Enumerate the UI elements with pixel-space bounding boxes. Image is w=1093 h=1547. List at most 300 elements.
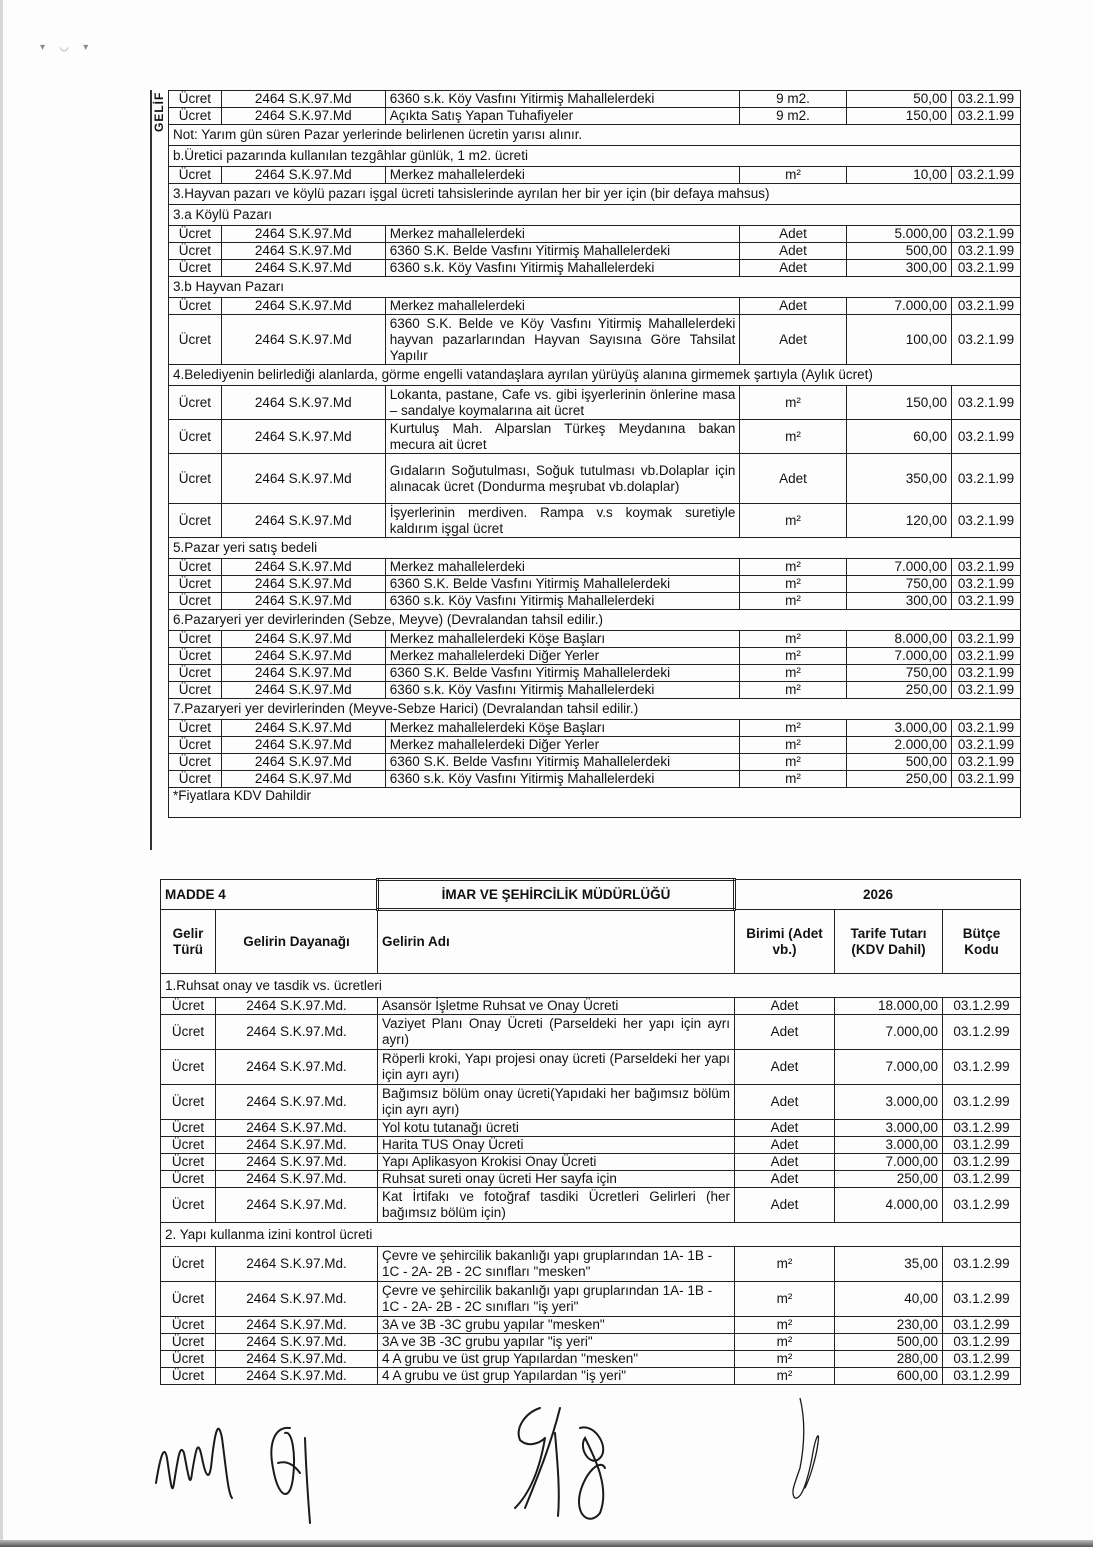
- col-header-basis: Gelirin Dayanağı: [216, 910, 378, 974]
- cell-revenue-type: Ücret: [169, 576, 222, 593]
- vat-footnote: *Fiyatlara KDV Dahildir: [169, 788, 1021, 818]
- madde-4-block: [160, 878, 1020, 1385]
- cell-budget-code: 03.2.1.99: [952, 298, 1021, 315]
- tariff-row: [161, 1050, 1021, 1085]
- cell-budget-code: 03.2.1.99: [952, 226, 1021, 243]
- cell-unit: m²: [740, 559, 846, 576]
- col-header-type: Gelir Türü: [161, 910, 216, 974]
- cell-tariff-amount: 600,00: [835, 1368, 943, 1385]
- tariff-row: [169, 226, 1021, 243]
- cell-tariff-amount: 7.000,00: [835, 1015, 943, 1050]
- tariff-row: [161, 1351, 1021, 1368]
- cell-legal-basis: 2464 S.K.97.Md.: [216, 1334, 378, 1351]
- cell-legal-basis: 2464 S.K.97.Md: [221, 454, 385, 504]
- section-row: [169, 538, 1021, 559]
- cell-tariff-amount: 150,00: [846, 386, 951, 420]
- cell-revenue-type: Ücret: [169, 682, 222, 699]
- cell-budget-code: 03.1.2.99: [943, 1368, 1021, 1385]
- cell-revenue-type: Ücret: [161, 1334, 216, 1351]
- cell-legal-basis: 2464 S.K.97.Md: [221, 243, 385, 260]
- cell-revenue-type: Ücret: [161, 1247, 216, 1282]
- cell-revenue-name: 6360 s.k. Köy Vasfını Yitirmiş Mahallelerdeki: [385, 260, 740, 277]
- cell-revenue-name: Yol kotu tutanağı ücreti: [378, 1120, 735, 1137]
- tariff-row: [169, 771, 1021, 788]
- cell-unit: m²: [740, 648, 846, 665]
- cell-revenue-name: Açıkta Satış Yapan Tuhafiyeler: [385, 108, 740, 125]
- cell-unit: m²: [740, 682, 846, 699]
- cell-revenue-name: 3A ve 3B -3C grubu yapılar "mesken": [378, 1317, 735, 1334]
- cell-budget-code: 03.2.1.99: [952, 315, 1021, 365]
- section-row: [169, 125, 1021, 146]
- cell-unit: m²: [740, 754, 846, 771]
- cell-revenue-name: Kat İrtifakı ve fotoğraf tasdiki Ücretleri Gelirleri (her bağımsız bölüm için): [378, 1188, 735, 1223]
- cell-revenue-name: 4 A grubu ve üst grup Yapılardan "mesken": [378, 1351, 735, 1368]
- col-header-code: Bütçe Kodu: [943, 910, 1021, 974]
- cell-revenue-type: Ücret: [169, 91, 222, 108]
- tariff-row: [169, 631, 1021, 648]
- cell-revenue-name: Merkez mahallelerdeki: [385, 298, 740, 315]
- cell-legal-basis: 2464 S.K.97.Md: [221, 420, 385, 454]
- cell-revenue-name: Gıdaların Soğutulması, Soğuk tutulması vb.Dolaplar için alınacak ücret (Dondurma meşrubat vb.dolaplar): [385, 454, 740, 504]
- cell-budget-code: 03.1.2.99: [943, 1015, 1021, 1050]
- cell-tariff-amount: 120,00: [846, 504, 951, 538]
- section-title: 1.Ruhsat onay ve tasdik vs. ücretleri: [161, 974, 1021, 998]
- cell-tariff-amount: 250,00: [835, 1171, 943, 1188]
- cell-revenue-name: 6360 S.K. Belde Vasfını Yitirmiş Mahallelerdeki: [385, 754, 740, 771]
- cell-legal-basis: 2464 S.K.97.Md: [221, 559, 385, 576]
- cell-revenue-name: 6360 S.K. Belde Vasfını Yitirmiş Mahallelerdeki: [385, 243, 740, 260]
- section-title: 2. Yapı kullanma izini kontrol ücreti: [161, 1223, 1021, 1247]
- cell-unit: Adet: [735, 1171, 835, 1188]
- cell-legal-basis: 2464 S.K.97.Md: [221, 720, 385, 737]
- cell-revenue-type: Ücret: [161, 1120, 216, 1137]
- cell-revenue-type: Ücret: [161, 1154, 216, 1171]
- tariff-row: [169, 315, 1021, 365]
- cell-revenue-name: Kurtuluş Mah. Alparslan Türkeş Meydanına bakan mecura ait ücret: [385, 420, 740, 454]
- cell-tariff-amount: 40,00: [835, 1282, 943, 1317]
- section-row: [169, 788, 1021, 818]
- cell-unit: m²: [740, 771, 846, 788]
- cell-revenue-type: Ücret: [169, 631, 222, 648]
- cell-revenue-type: Ücret: [161, 1188, 216, 1223]
- signature-1: [156, 1429, 232, 1498]
- cell-tariff-amount: 5.000,00: [846, 226, 951, 243]
- cell-legal-basis: 2464 S.K.97.Md: [221, 593, 385, 610]
- market-fees-table: [168, 90, 1021, 818]
- cell-revenue-name: İşyerlerinin merdiven. Rampa v.s koymak suretiyle kaldırım işgal ücret: [385, 504, 740, 538]
- cell-budget-code: 03.2.1.99: [952, 665, 1021, 682]
- cell-legal-basis: 2464 S.K.97.Md.: [216, 1154, 378, 1171]
- cell-tariff-amount: 300,00: [846, 593, 951, 610]
- cell-legal-basis: 2464 S.K.97.Md: [221, 665, 385, 682]
- cell-tariff-amount: 150,00: [846, 108, 951, 125]
- cell-tariff-amount: 7.000,00: [846, 648, 951, 665]
- cell-tariff-amount: 300,00: [846, 260, 951, 277]
- tariff-row: [169, 648, 1021, 665]
- cell-revenue-name: 6360 S.K. Belde Vasfını Yitirmiş Mahallelerdeki: [385, 665, 740, 682]
- cell-unit: m²: [740, 167, 846, 184]
- tariff-row: [161, 998, 1021, 1015]
- cell-legal-basis: 2464 S.K.97.Md: [221, 226, 385, 243]
- tariff-row: [169, 593, 1021, 610]
- cell-revenue-name: Merkez mahallelerdeki: [385, 559, 740, 576]
- section-title: 7.Pazaryeri yer devirlerinden (Meyve-Sebze Harici) (Devralandan tahsil edilir.): [169, 699, 1021, 720]
- cell-budget-code: 03.2.1.99: [952, 593, 1021, 610]
- tariff-row: [169, 576, 1021, 593]
- cell-tariff-amount: 280,00: [835, 1351, 943, 1368]
- cell-budget-code: 03.2.1.99: [952, 648, 1021, 665]
- cell-budget-code: 03.1.2.99: [943, 1050, 1021, 1085]
- tariff-row: [169, 682, 1021, 699]
- cell-legal-basis: 2464 S.K.97.Md: [221, 91, 385, 108]
- cell-revenue-name: 6360 S.K. Belde ve Köy Vasfını Yitirmiş Mahallelerdeki hayvan pazarlarından Hayvan Sayısına Göre Tahsilat Yapılır: [385, 315, 740, 365]
- scan-edge: [0, 0, 3, 1547]
- cell-revenue-name: 3A ve 3B -3C grubu yapılar "iş yeri": [378, 1334, 735, 1351]
- cell-budget-code: 03.1.2.99: [943, 1247, 1021, 1282]
- cell-tariff-amount: 3.000,00: [835, 1137, 943, 1154]
- tariff-row: [169, 108, 1021, 125]
- tariff-row: [161, 1171, 1021, 1188]
- cell-legal-basis: 2464 S.K.97.Md.: [216, 1171, 378, 1188]
- tariff-row: [161, 1247, 1021, 1282]
- side-label: GELİF: [152, 92, 169, 132]
- cell-legal-basis: 2464 S.K.97.Md: [221, 260, 385, 277]
- section-row: [169, 365, 1021, 386]
- cell-legal-basis: 2464 S.K.97.Md: [221, 648, 385, 665]
- cell-revenue-type: Ücret: [161, 1351, 216, 1368]
- cell-revenue-type: Ücret: [161, 1171, 216, 1188]
- column-header-row: [161, 910, 1021, 974]
- cell-revenue-type: Ücret: [161, 1282, 216, 1317]
- tariff-row: [161, 1154, 1021, 1171]
- tariff-row: [169, 386, 1021, 420]
- scan-smudge: ▾ ◡ ▾: [40, 42, 95, 53]
- cell-budget-code: 03.1.2.99: [943, 1334, 1021, 1351]
- cell-tariff-amount: 7.000,00: [835, 1050, 943, 1085]
- cell-revenue-name: Ruhsat sureti onay ücreti Her sayfa için: [378, 1171, 735, 1188]
- cell-revenue-type: Ücret: [169, 593, 222, 610]
- cell-unit: 9 m2.: [740, 91, 846, 108]
- cell-revenue-name: 6360 s.k. Köy Vasfını Yitirmiş Mahallelerdeki: [385, 593, 740, 610]
- cell-revenue-type: Ücret: [169, 226, 222, 243]
- cell-tariff-amount: 500,00: [835, 1334, 943, 1351]
- cell-revenue-type: Ücret: [161, 1137, 216, 1154]
- cell-tariff-amount: 3.000,00: [835, 1120, 943, 1137]
- cell-tariff-amount: 10,00: [846, 167, 951, 184]
- cell-budget-code: 03.2.1.99: [952, 243, 1021, 260]
- section-title: b.Üretici pazarında kullanılan tezgâhlar günlük, 1 m2. ücreti: [169, 146, 1021, 167]
- tariff-row: [161, 1368, 1021, 1385]
- cell-unit: Adet: [735, 1188, 835, 1223]
- cell-revenue-type: Ücret: [169, 754, 222, 771]
- cell-legal-basis: 2464 S.K.97.Md: [221, 737, 385, 754]
- cell-revenue-type: Ücret: [161, 1050, 216, 1085]
- tariff-row: [169, 754, 1021, 771]
- cell-tariff-amount: 750,00: [846, 665, 951, 682]
- cell-legal-basis: 2464 S.K.97.Md: [221, 298, 385, 315]
- cell-revenue-name: 4 A grubu ve üst grup Yapılardan "iş yeri": [378, 1368, 735, 1385]
- cell-budget-code: 03.1.2.99: [943, 1137, 1021, 1154]
- tariff-row: [169, 243, 1021, 260]
- market-fees-table-block: [152, 90, 1021, 818]
- cell-revenue-type: Ücret: [169, 504, 222, 538]
- section-row: [161, 1223, 1021, 1247]
- tariff-row: [169, 504, 1021, 538]
- cell-revenue-type: Ücret: [161, 1085, 216, 1120]
- cell-unit: m²: [735, 1351, 835, 1368]
- tariff-row: [169, 454, 1021, 504]
- cell-revenue-name: Merkez mahallelerdeki Diğer Yerler: [385, 648, 740, 665]
- cell-revenue-type: Ücret: [169, 648, 222, 665]
- tariff-row: [169, 260, 1021, 277]
- cell-legal-basis: 2464 S.K.97.Md.: [216, 1085, 378, 1120]
- cell-revenue-name: Harita TUS Onay Ücreti: [378, 1137, 735, 1154]
- signature-4: [793, 1398, 819, 1498]
- cell-legal-basis: 2464 S.K.97.Md: [221, 167, 385, 184]
- cell-tariff-amount: 3.000,00: [846, 720, 951, 737]
- cell-tariff-amount: 250,00: [846, 682, 951, 699]
- cell-revenue-type: Ücret: [169, 315, 222, 365]
- tariff-row: [169, 167, 1021, 184]
- section-title: 3.Hayvan pazarı ve köylü pazarı işgal ücreti tahsislerinde ayrılan her bir yer için (bir defaya mahsus): [169, 184, 1021, 205]
- col-header-name: Gelirin Adı: [378, 910, 735, 974]
- cell-legal-basis: 2464 S.K.97.Md.: [216, 1188, 378, 1223]
- section-row: [169, 277, 1021, 298]
- cell-unit: m²: [740, 420, 846, 454]
- article-number: MADDE 4: [161, 880, 378, 910]
- col-header-amount: Tarife Tutarı (KDV Dahil): [835, 910, 943, 974]
- cell-revenue-type: Ücret: [169, 386, 222, 420]
- cell-budget-code: 03.2.1.99: [952, 91, 1021, 108]
- side-rule: [150, 90, 152, 850]
- cell-legal-basis: 2464 S.K.97.Md.: [216, 1015, 378, 1050]
- cell-unit: Adet: [740, 226, 846, 243]
- tariff-row: [169, 91, 1021, 108]
- col-header-unit: Birimi (Adet vb.): [735, 910, 835, 974]
- cell-tariff-amount: 50,00: [846, 91, 951, 108]
- cell-budget-code: 03.1.2.99: [943, 1317, 1021, 1334]
- cell-unit: m²: [735, 1334, 835, 1351]
- cell-revenue-name: Bağımsız bölüm onay ücreti(Yapıdaki her bağımsız bölüm için ayrı ayrı): [378, 1085, 735, 1120]
- tariff-row: [161, 1334, 1021, 1351]
- cell-budget-code: 03.2.1.99: [952, 737, 1021, 754]
- cell-legal-basis: 2464 S.K.97.Md.: [216, 1351, 378, 1368]
- section-title: 4.Belediyenin belirlediği alanlarda, görme engelli vatandaşlara ayrılan yürüyüş alanına girmemek şartıyla (Aylık ücret): [169, 365, 1021, 386]
- cell-tariff-amount: 2.000,00: [846, 737, 951, 754]
- scan-edge-bottom: [0, 1540, 1093, 1547]
- department-title: İMAR VE ŞEHİRCİLİK MÜDÜRLÜĞÜ: [378, 880, 735, 910]
- cell-legal-basis: 2464 S.K.97.Md: [221, 315, 385, 365]
- tariff-row: [169, 737, 1021, 754]
- cell-revenue-name: Merkez mahallelerdeki: [385, 167, 740, 184]
- half-day-note: Not: Yarım gün süren Pazar yerlerinde belirlenen ücretin yarısı alınır.: [169, 125, 1021, 146]
- cell-unit: Adet: [735, 1050, 835, 1085]
- cell-tariff-amount: 8.000,00: [846, 631, 951, 648]
- cell-legal-basis: 2464 S.K.97.Md: [221, 771, 385, 788]
- cell-budget-code: 03.2.1.99: [952, 454, 1021, 504]
- tariff-row: [169, 559, 1021, 576]
- cell-unit: m²: [740, 720, 846, 737]
- cell-unit: Adet: [735, 1015, 835, 1050]
- cell-revenue-type: Ücret: [161, 1368, 216, 1385]
- cell-revenue-type: Ücret: [169, 420, 222, 454]
- cell-unit: m²: [735, 1282, 835, 1317]
- cell-revenue-name: Yapı Aplikasyon Krokisi Onay Ücreti: [378, 1154, 735, 1171]
- tariff-row: [161, 1085, 1021, 1120]
- cell-unit: 9 m2.: [740, 108, 846, 125]
- cell-unit: m²: [740, 576, 846, 593]
- cell-unit: m²: [740, 386, 846, 420]
- tariff-row: [161, 1120, 1021, 1137]
- cell-revenue-name: Merkez mahallelerdeki Köşe Başları: [385, 720, 740, 737]
- cell-revenue-name: Lokanta, pastane, Cafe vs. gibi işyerlerinin önlerine masa – sandalye koymalarına ait ücret: [385, 386, 740, 420]
- cell-tariff-amount: 350,00: [846, 454, 951, 504]
- section-title: 6.Pazaryeri yer devirlerinden (Sebze, Meyve) (Devralandan tahsil edilir.): [169, 610, 1021, 631]
- cell-tariff-amount: 250,00: [846, 771, 951, 788]
- cell-budget-code: 03.2.1.99: [952, 504, 1021, 538]
- cell-legal-basis: 2464 S.K.97.Md: [221, 754, 385, 771]
- cell-legal-basis: 2464 S.K.97.Md.: [216, 998, 378, 1015]
- cell-tariff-amount: 750,00: [846, 576, 951, 593]
- cell-revenue-type: Ücret: [169, 454, 222, 504]
- cell-budget-code: 03.2.1.99: [952, 754, 1021, 771]
- cell-tariff-amount: 7.000,00: [846, 298, 951, 315]
- cell-budget-code: 03.1.2.99: [943, 1188, 1021, 1223]
- cell-budget-code: 03.2.1.99: [952, 682, 1021, 699]
- cell-revenue-name: Röperli kroki, Yapı projesi onay ücreti (Parseldeki her yapı için ayrı ayrı): [378, 1050, 735, 1085]
- cell-budget-code: 03.1.2.99: [943, 1085, 1021, 1120]
- cell-revenue-type: Ücret: [169, 243, 222, 260]
- cell-unit: Adet: [735, 1120, 835, 1137]
- cell-revenue-type: Ücret: [161, 1317, 216, 1334]
- cell-legal-basis: 2464 S.K.97.Md.: [216, 1368, 378, 1385]
- section-row: [169, 146, 1021, 167]
- cell-unit: Adet: [740, 260, 846, 277]
- tariff-row: [161, 1137, 1021, 1154]
- cell-revenue-type: Ücret: [161, 998, 216, 1015]
- cell-legal-basis: 2464 S.K.97.Md.: [216, 1050, 378, 1085]
- tariff-row: [161, 1282, 1021, 1317]
- cell-legal-basis: 2464 S.K.97.Md: [221, 386, 385, 420]
- section-row: [161, 974, 1021, 998]
- cell-unit: Adet: [735, 1154, 835, 1171]
- cell-revenue-name: 6360 S.K. Belde Vasfını Yitirmiş Mahallelerdeki: [385, 576, 740, 593]
- cell-legal-basis: 2464 S.K.97.Md: [221, 576, 385, 593]
- cell-budget-code: 03.1.2.99: [943, 1171, 1021, 1188]
- cell-unit: m²: [740, 504, 846, 538]
- cell-budget-code: 03.1.2.99: [943, 1154, 1021, 1171]
- tariff-row: [161, 1317, 1021, 1334]
- cell-budget-code: 03.1.2.99: [943, 1282, 1021, 1317]
- cell-revenue-type: Ücret: [161, 1015, 216, 1050]
- cell-unit: Adet: [735, 1085, 835, 1120]
- cell-budget-code: 03.2.1.99: [952, 167, 1021, 184]
- cell-unit: Adet: [735, 1137, 835, 1154]
- cell-legal-basis: 2464 S.K.97.Md.: [216, 1247, 378, 1282]
- cell-unit: Adet: [735, 998, 835, 1015]
- cell-legal-basis: 2464 S.K.97.Md.: [216, 1120, 378, 1137]
- cell-revenue-name: 6360 s.k. Köy Vasfını Yitirmiş Mahallelerdeki: [385, 771, 740, 788]
- cell-budget-code: 03.2.1.99: [952, 420, 1021, 454]
- tariff-row: [169, 665, 1021, 682]
- section-row: [169, 699, 1021, 720]
- cell-unit: m²: [740, 665, 846, 682]
- cell-revenue-type: Ücret: [169, 665, 222, 682]
- cell-revenue-name: Çevre ve şehircilik bakanlığı yapı gruplarından 1A- 1B - 1C - 2A- 2B - 2C sınıfları "mesken": [378, 1247, 735, 1282]
- madde-header-row: [161, 880, 1021, 910]
- cell-tariff-amount: 230,00: [835, 1317, 943, 1334]
- tariff-row: [169, 720, 1021, 737]
- section-row: [169, 610, 1021, 631]
- cell-tariff-amount: 35,00: [835, 1247, 943, 1282]
- cell-budget-code: 03.1.2.99: [943, 1120, 1021, 1137]
- cell-tariff-amount: 500,00: [846, 754, 951, 771]
- tariff-year: 2026: [735, 880, 1021, 910]
- cell-budget-code: 03.2.1.99: [952, 108, 1021, 125]
- cell-budget-code: 03.2.1.99: [952, 576, 1021, 593]
- cell-legal-basis: 2464 S.K.97.Md.: [216, 1282, 378, 1317]
- cell-unit: m²: [740, 737, 846, 754]
- madde-4-table: [160, 878, 1021, 1385]
- subsection-title: 3.a Köylü Pazarı: [169, 205, 1021, 226]
- signature-3: [515, 1408, 605, 1519]
- cell-tariff-amount: 3.000,00: [835, 1085, 943, 1120]
- cell-revenue-type: Ücret: [169, 260, 222, 277]
- cell-unit: m²: [735, 1368, 835, 1385]
- cell-revenue-type: Ücret: [169, 298, 222, 315]
- tariff-row: [161, 1015, 1021, 1050]
- cell-revenue-type: Ücret: [169, 771, 222, 788]
- cell-unit: Adet: [740, 454, 846, 504]
- cell-revenue-type: Ücret: [169, 720, 222, 737]
- cell-revenue-type: Ücret: [169, 559, 222, 576]
- section-row: [169, 184, 1021, 205]
- cell-budget-code: 03.2.1.99: [952, 631, 1021, 648]
- cell-unit: m²: [735, 1247, 835, 1282]
- cell-unit: m²: [735, 1317, 835, 1334]
- cell-unit: m²: [740, 593, 846, 610]
- cell-legal-basis: 2464 S.K.97.Md: [221, 504, 385, 538]
- cell-revenue-name: Vaziyet Planı Onay Ücreti (Parseldeki her yapı için ayrı ayrı): [378, 1015, 735, 1050]
- signatures-area: [140, 1398, 1040, 1538]
- subsection-title: 3.b Hayvan Pazarı: [169, 277, 1021, 298]
- cell-revenue-type: Ücret: [169, 167, 222, 184]
- cell-budget-code: 03.2.1.99: [952, 386, 1021, 420]
- cell-legal-basis: 2464 S.K.97.Md: [221, 682, 385, 699]
- cell-legal-basis: 2464 S.K.97.Md: [221, 108, 385, 125]
- cell-tariff-amount: 60,00: [846, 420, 951, 454]
- cell-legal-basis: 2464 S.K.97.Md: [221, 631, 385, 648]
- cell-unit: m²: [740, 631, 846, 648]
- cell-budget-code: 03.1.2.99: [943, 998, 1021, 1015]
- cell-revenue-type: Ücret: [169, 737, 222, 754]
- tariff-row: [169, 298, 1021, 315]
- cell-budget-code: 03.1.2.99: [943, 1351, 1021, 1368]
- cell-legal-basis: 2464 S.K.97.Md.: [216, 1317, 378, 1334]
- cell-budget-code: 03.2.1.99: [952, 720, 1021, 737]
- cell-revenue-name: 6360 s.k. Köy Vasfını Yitirmiş Mahallelerdeki: [385, 682, 740, 699]
- cell-tariff-amount: 18.000,00: [835, 998, 943, 1015]
- tariff-row: [169, 420, 1021, 454]
- cell-legal-basis: 2464 S.K.97.Md.: [216, 1137, 378, 1154]
- cell-tariff-amount: 7.000,00: [835, 1154, 943, 1171]
- cell-tariff-amount: 4.000,00: [835, 1188, 943, 1223]
- cell-revenue-name: Merkez mahallelerdeki: [385, 226, 740, 243]
- cell-revenue-type: Ücret: [169, 108, 222, 125]
- cell-unit: Adet: [740, 298, 846, 315]
- cell-budget-code: 03.2.1.99: [952, 771, 1021, 788]
- cell-unit: Adet: [740, 315, 846, 365]
